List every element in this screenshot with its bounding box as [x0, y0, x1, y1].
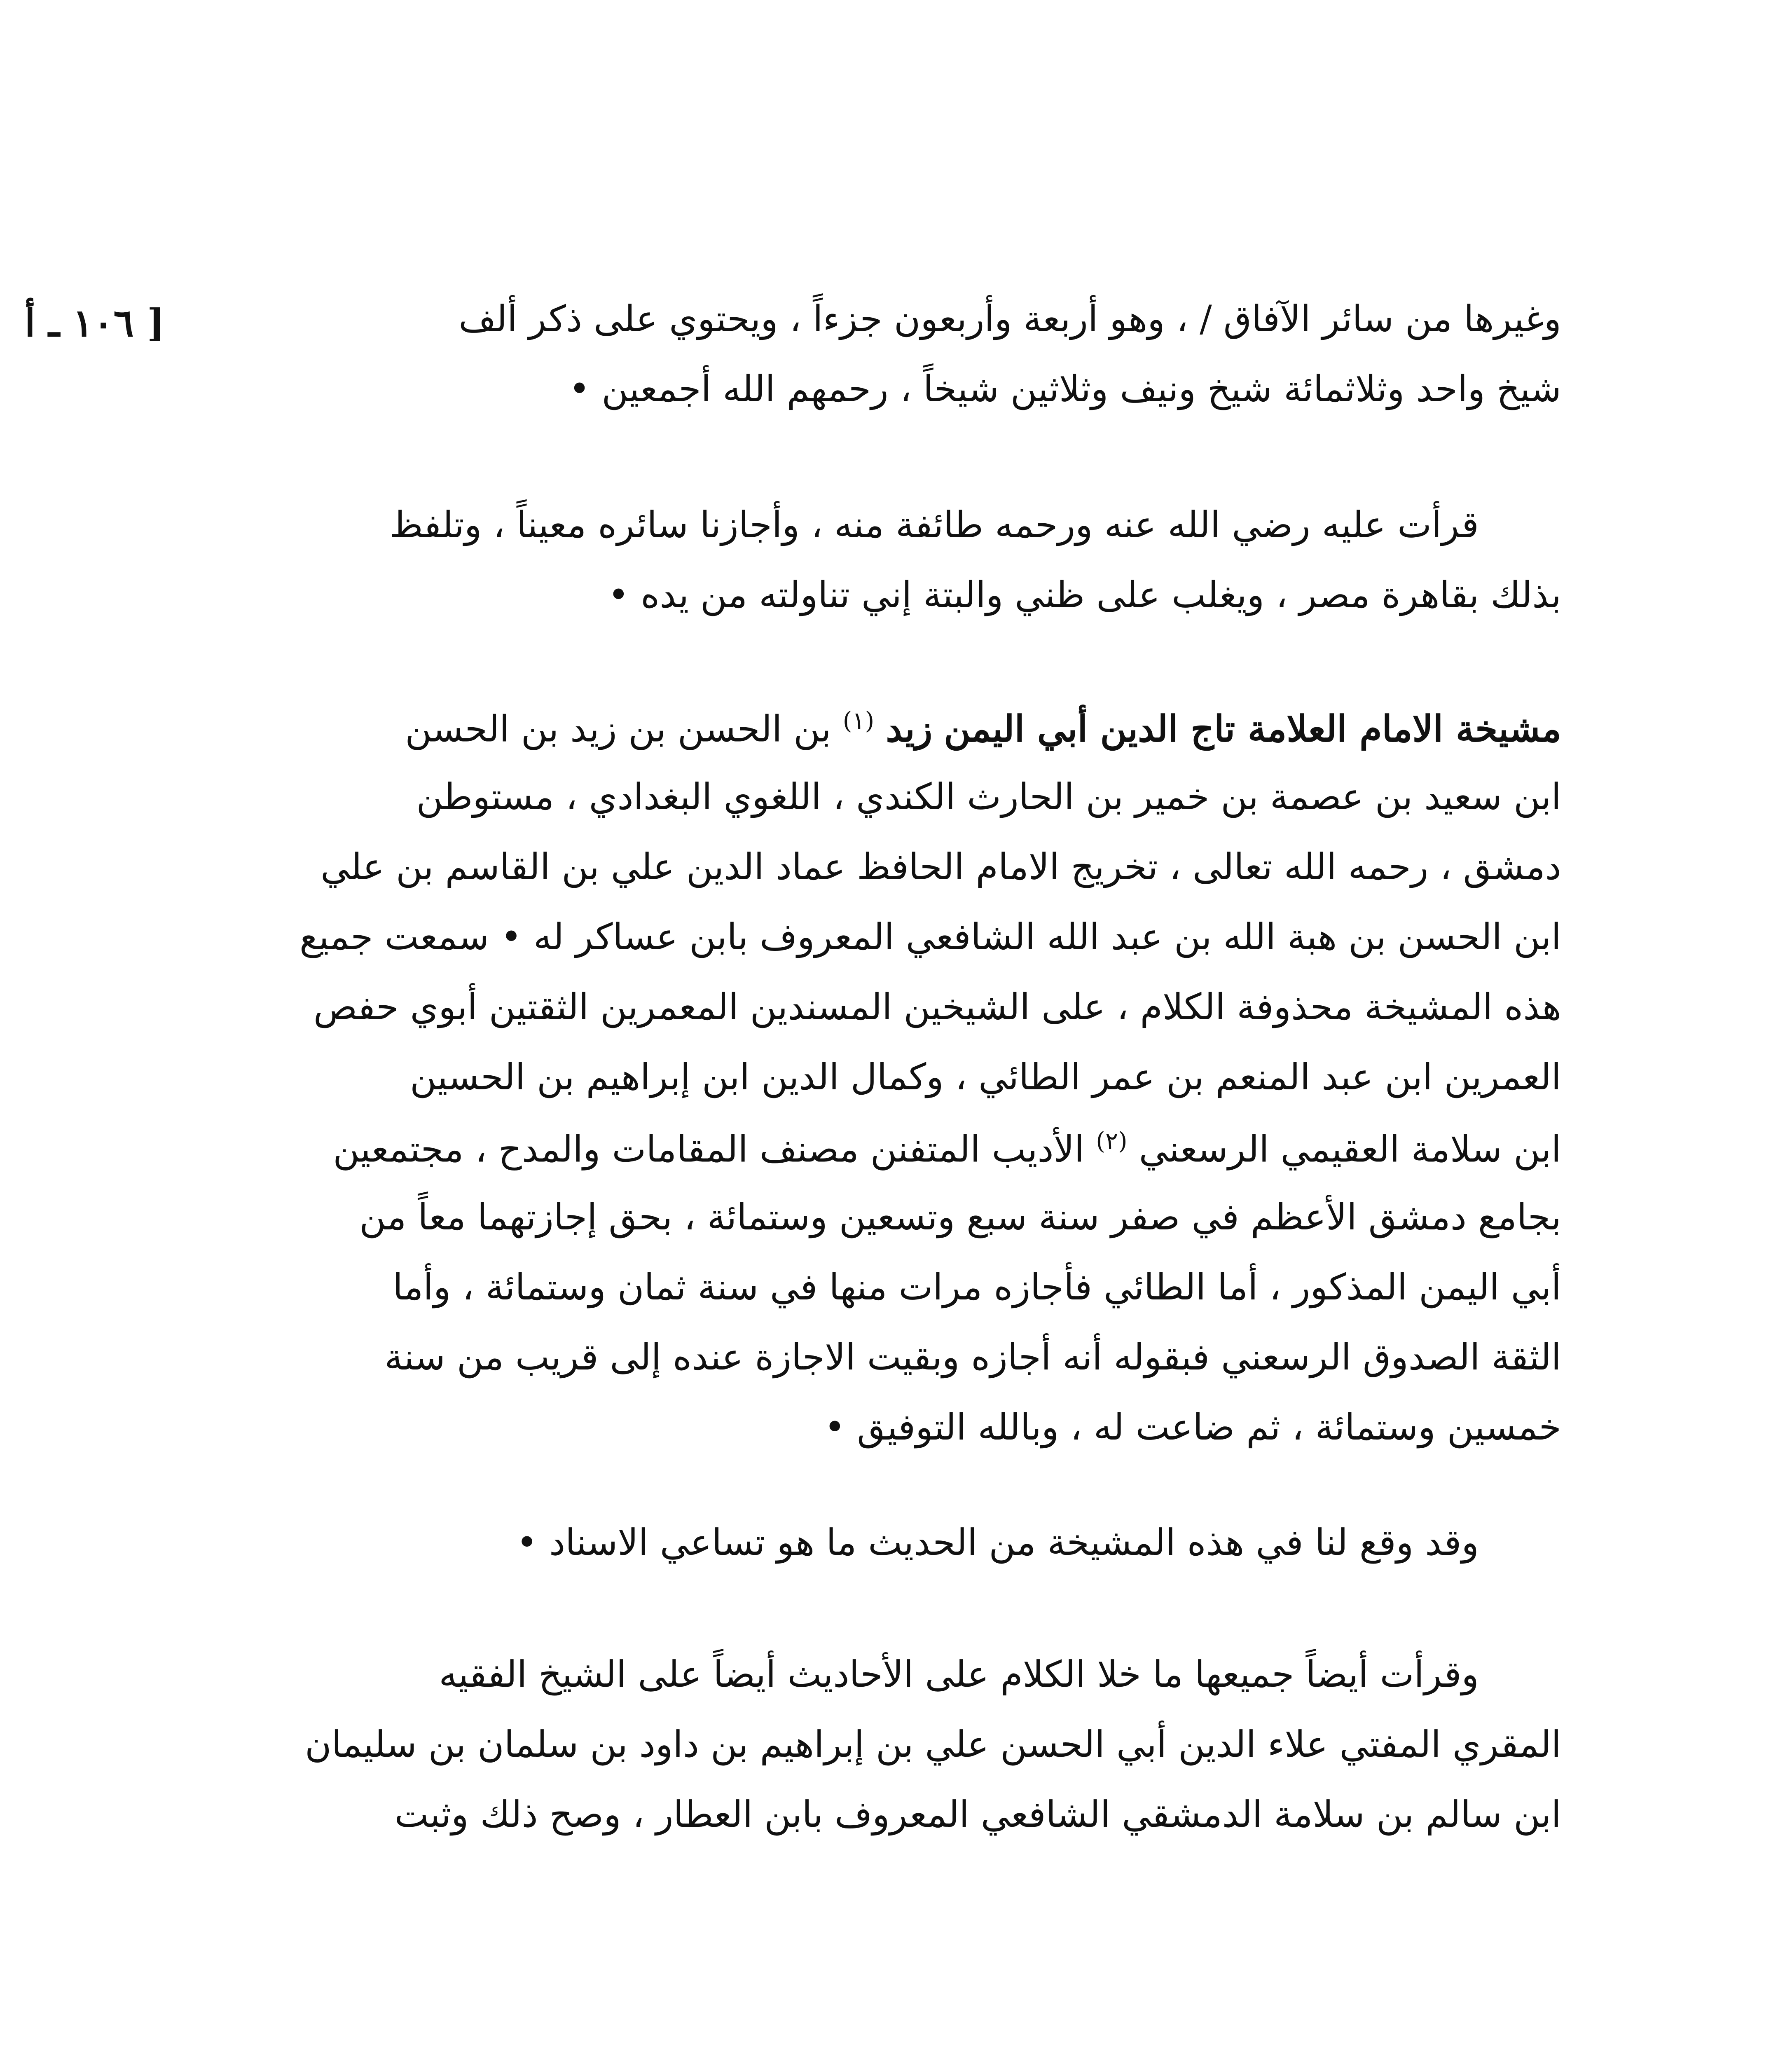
section-heading-tail: زيد	[886, 707, 933, 750]
para2-line-7-a: ابن سلامة العقيمي الرسعني	[1139, 1128, 1561, 1170]
para3-line-1: وقد وقع لنا في هذه المشيخة من الحديث ما هو تساعي الاسناد •	[516, 1521, 1479, 1564]
top-line-2: شيخ واحد وثلاثمائة شيخ ونيف وثلاثين شيخاً ، رحمهم الله أجمعين •	[568, 368, 1561, 410]
para1-line-2: بذلك بقاهرة مصر ، ويغلب على ظني والبتة إني تناولته من يده •	[608, 574, 1561, 616]
para4-line-3: ابن سالم بن سلامة الدمشقي الشافعي المعروف بابن العطار ، وصح ذلك وثبت	[394, 1793, 1561, 1835]
para2-line-8: بجامع دمشق الأعظم في صفر سنة سبع وتسعين وستمائة ، بحق إجازتهما معاً من	[359, 1196, 1561, 1238]
para2-line-7	[333, 1127, 1561, 1170]
para4-line-1: وقرأت أيضاً جميعها ما خلا الكلام على الأحاديث أيضاً على الشيخ الفقيه	[439, 1653, 1479, 1695]
para4-line-2: المقري المفتي علاء الدين أبي الحسن علي بن إبراهيم بن داود بن سلمان بن سليمان	[304, 1723, 1561, 1765]
para2-line-2: ابن سعيد بن عصمة بن خمير بن الحارث الكندي ، اللغوي البغدادي ، مستوطن	[416, 775, 1561, 818]
para2-line-9: أبي اليمن المذكور ، أما الطائي فأجازه مرات منها في سنة ثمان وستمائة ، وأما	[393, 1266, 1561, 1308]
para2-line-3: دمشق ، رحمه الله تعالى ، تخريج الامام الحافظ عماد الدين علي بن القاسم بن علي	[321, 845, 1561, 888]
para2-line-6: العمرين ابن عبد المنعم بن عمر الطائي ، وكمال الدين ابن إبراهيم بن الحسين	[409, 1056, 1561, 1098]
section-heading: مشيخة الامام العلامة تاج الدين أبي اليمن	[944, 707, 1561, 750]
top-line-1: وغيرها من سائر الآفاق / ، وهو أربعة وأربعون جزءاً ، ويحتوي على ذكر ألف	[459, 297, 1561, 340]
footnote-ref-2: (٢)	[1096, 1127, 1128, 1155]
para2-line-11: خمسين وستمائة ، ثم ضاعت له ، وبالله التوفيق •	[824, 1406, 1561, 1448]
margin-folio-note: [ ١٠٦ ـ أ	[25, 301, 165, 345]
para2-line-7-b: الأديب المتفنن مصنف المقامات والمدح ، مجتمعين	[333, 1128, 1085, 1170]
para2-line-4: ابن الحسن بن هبة الله بن عبد الله الشافعي المعروف بابن عساكر له • سمعت جميع	[299, 915, 1561, 958]
para2-line-5: هذه المشيخة محذوفة الكلام ، على الشيخين المسندين المعمرين الثقتين أبوي حفص	[313, 986, 1561, 1028]
para2-line-10: الثقة الصدوق الرسعني فبقوله أنه أجازه وبقيت الاجازة عنده إلى قريب من سنة	[384, 1336, 1561, 1378]
para2-line-1-rest: بن الحسن بن زيد بن الحسن	[405, 707, 831, 750]
para2-line-1	[405, 707, 1561, 750]
footnote-ref-1: (١)	[842, 707, 875, 735]
para1-line-1: قرأت عليه رضي الله عنه ورحمه طائفة منه ، وأجازنا سائره معيناً ، وتلفظ	[389, 503, 1479, 546]
